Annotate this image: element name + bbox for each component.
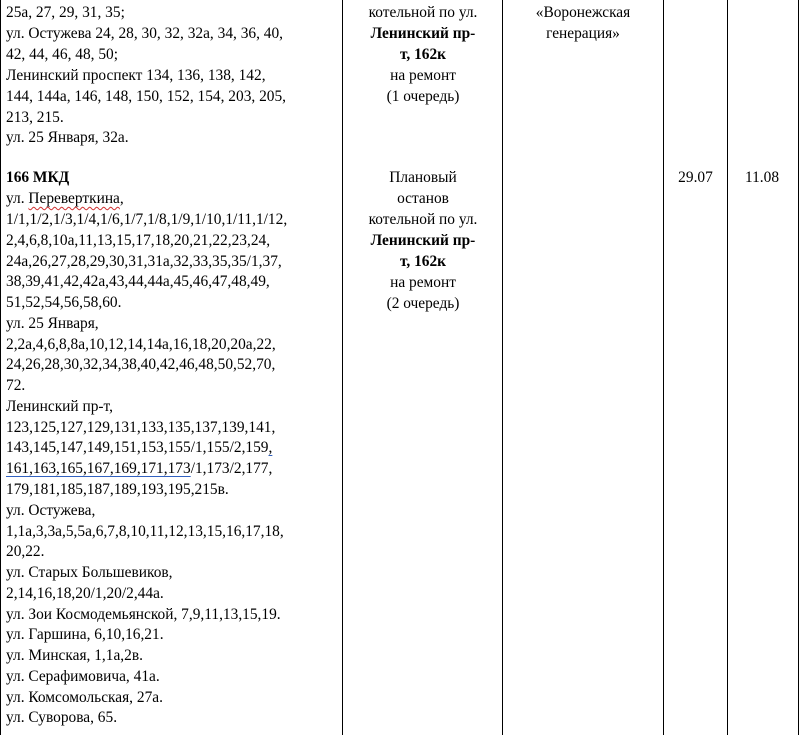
address-line: ул. Минская, 1,1а,2в. [6, 647, 143, 664]
table-border-col3 [663, 0, 664, 735]
address-line: ул. 25 Января, [6, 314, 99, 332]
address-line: Ленинский пр-т, [6, 397, 113, 415]
table-border-left [0, 0, 1, 735]
table-border-col2 [502, 0, 503, 735]
table-border-col4 [727, 0, 728, 735]
reason-line2: останов [397, 190, 449, 207]
reason-line1: Плановый [389, 169, 457, 186]
address-line: ул. Зои Космодемьянской, 7,9,11,13,15,19. [6, 605, 281, 623]
address-line: 72. [6, 377, 26, 394]
address-text-marked: , [268, 439, 273, 456]
address-line: ул. 25 Января, 32а. [6, 129, 129, 147]
address-line: 179,181,185,187,189,193,195,215в. [6, 481, 229, 498]
address-line: 2,4,6,8,10а,11,13,15,17,18,20,21,22,23,24, [6, 231, 271, 249]
address-line: 20,22. [6, 543, 45, 561]
address-line: 1/1,1/2,1/3,1/4,1/6,1/7,1/8,1/9,1/10,1/11,1/12, [6, 211, 288, 228]
address-line: 1,1а,3,3а,5,5а,6,7,8,10,11,12,13,15,16,17,18, [6, 522, 284, 540]
address-line: Ленинский проспект 134, 136, 138, 142, [6, 66, 266, 84]
address-line: ул. Комсомольская, 27а. [6, 688, 163, 706]
address-line: ул. Остужева, [6, 501, 96, 519]
reason-prev-line3: (1 очередь) [386, 88, 460, 105]
reason-prev-line1: котельной по ул. [368, 4, 478, 21]
address-line: 38,39,41,42,42а,43,44,44а,45,46,47,48,49, [6, 273, 270, 291]
start-date: 29.07 [678, 169, 713, 186]
reason-prev-bold1: Ленинский пр- [370, 25, 476, 42]
organization-line2: генерация» [546, 25, 620, 42]
reason-line4: на ремонт [390, 274, 456, 291]
address-line: ул. Серафимовича, 41а. [6, 667, 160, 685]
street-suffix: , [119, 190, 124, 207]
end-date: 11.08 [744, 169, 780, 186]
address-line: ул. Старых Большевиков, [6, 564, 173, 581]
address-line: 2,2а,4,6,8,8а,10,12,14,14а,16,18,20,20а,22, [6, 335, 276, 353]
address-line: ул. Гаршина, 6,10,16,21. [6, 626, 164, 644]
reason-prev-line2: на ремонт [390, 67, 456, 84]
address-line: 123,125,127,129,131,133,135,137,139,141, [6, 418, 276, 436]
address-line: 24,26,28,30,32,34,38,40,42,46,48,50,52,70, [6, 356, 276, 374]
address-line: 42, 44, 46, 48, 50; [6, 45, 119, 63]
address-text: 143,145,147,149,151,153,155/1,155/2,159 [6, 439, 269, 456]
street-prefix: ул. [6, 190, 29, 207]
reason-line5: (2 очередь) [386, 295, 460, 312]
reason-bold1: Ленинский пр- [370, 232, 476, 249]
reason-line3: котельной по ул. [368, 211, 478, 228]
address-text-marked: 161,163,165,167,169,171,173 [6, 460, 191, 477]
table-border-col1 [342, 0, 343, 735]
address-line-161 [6, 459, 272, 479]
address-text: /1,173/2,177, [190, 460, 273, 477]
address-line: 2,14,16,18,20/1,20/2,44а. [6, 584, 164, 602]
street-name-spellcheck: Переверткина [28, 190, 120, 207]
building-count-heading: 166 МКД [6, 169, 70, 186]
reason-bold2: т, 162к [399, 253, 447, 270]
address-line: 24а,26,27,28,29,30,31,31а,32,33,35,35/1,37, [6, 252, 282, 270]
address-line: 144, 144а, 146, 148, 150, 152, 154, 203, 205, [6, 87, 287, 105]
address-line: 51,52,54,56,58,60. [6, 294, 122, 311]
table-border-right [798, 0, 799, 735]
reason-prev-bold2: т, 162к [399, 46, 447, 63]
address-line: 25а, 27, 29, 31, 35; [6, 4, 125, 21]
address-line: ул. Суворова, 65. [6, 709, 118, 727]
organization-line1: «Воронежская [535, 4, 631, 21]
address-line: ул. Остужева 24, 28, 30, 32, 32а, 34, 36, 40, [6, 24, 284, 42]
street-pereverkina [6, 189, 124, 209]
address-line-159 [6, 438, 272, 458]
address-line: 213, 215. [6, 108, 64, 126]
